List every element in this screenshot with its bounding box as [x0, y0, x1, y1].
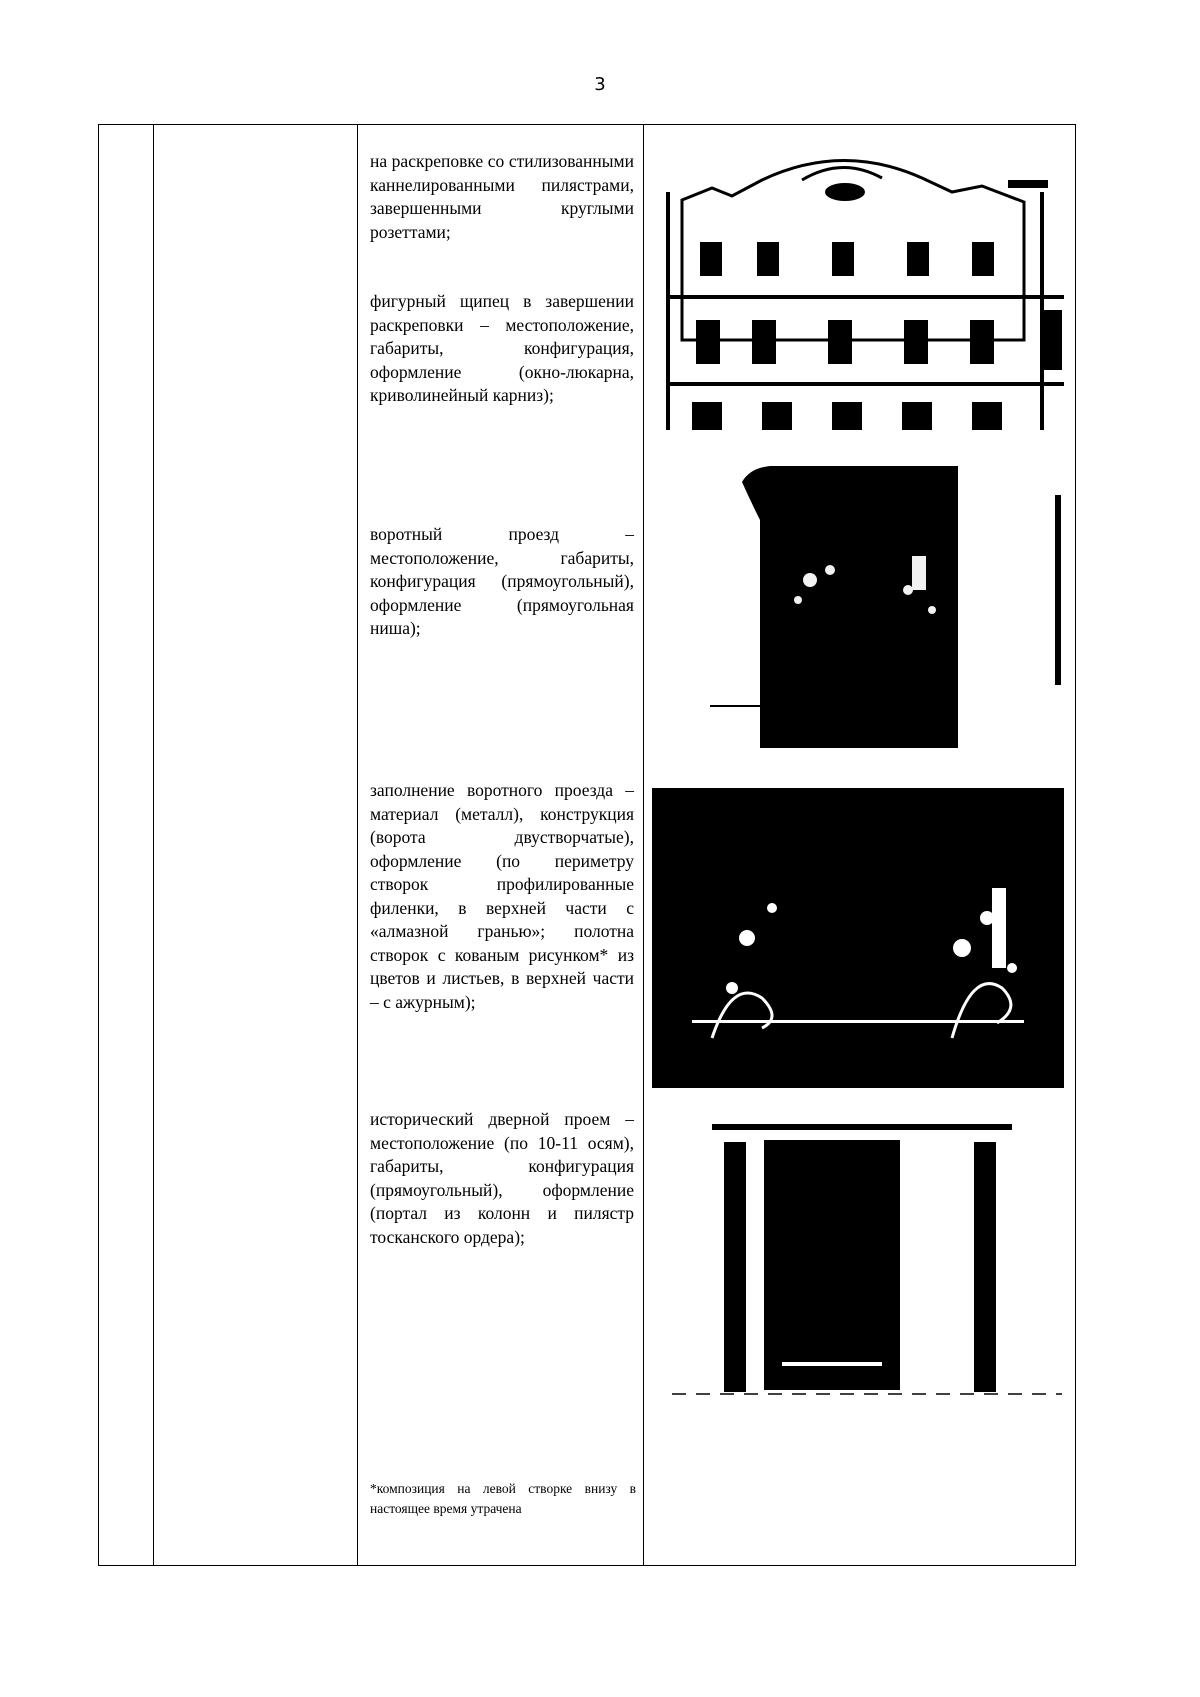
- gate-passage-photo: [680, 460, 1070, 750]
- door-portal-photo: [652, 1112, 1064, 1422]
- footnote: *композиция на левой створке внизу в настоящее время утрачена: [370, 1481, 636, 1516]
- item-text-gate-passage: воротный проезд – местоположение, габариты, конфигурация (прямоугольный), оформление (прямоугольная ниша);: [370, 524, 634, 638]
- facade-gable-photo: [652, 150, 1064, 430]
- column-divider-1: [153, 125, 154, 1565]
- item-text-gable: фигурный щипец в завершении раскреповки – местоположение, габариты, конфигурация, оформление (окно-люкарна, криволинейный карниз);: [370, 291, 634, 405]
- page-number: 3: [594, 74, 606, 95]
- item-text-gate-infill: заполнение воротного проезда – материал (металл), конструкция (ворота двустворчатые), оформление (по периметру створок профилированные филенки, в верхней части с «алмазной гранью»; полотна створок с кованым рисунком* из цветов и листьев, в верхней части – с ажурным);: [370, 780, 634, 1012]
- column-divider-3: [643, 125, 644, 1565]
- item-text-door-portal: исторический дверной проем – местоположение (по 10-11 осям), габариты, конфигурация (прямоугольный), оформление (портал из колонн и пилястр тосканского ордера);: [370, 1109, 634, 1247]
- gate-infill-photo: [652, 788, 1064, 1088]
- item-text-pilasters: на раскреповке со стилизованными каннелированными пилястрами, завершенными круглыми розеттами;: [370, 151, 634, 242]
- column-divider-2: [357, 125, 358, 1565]
